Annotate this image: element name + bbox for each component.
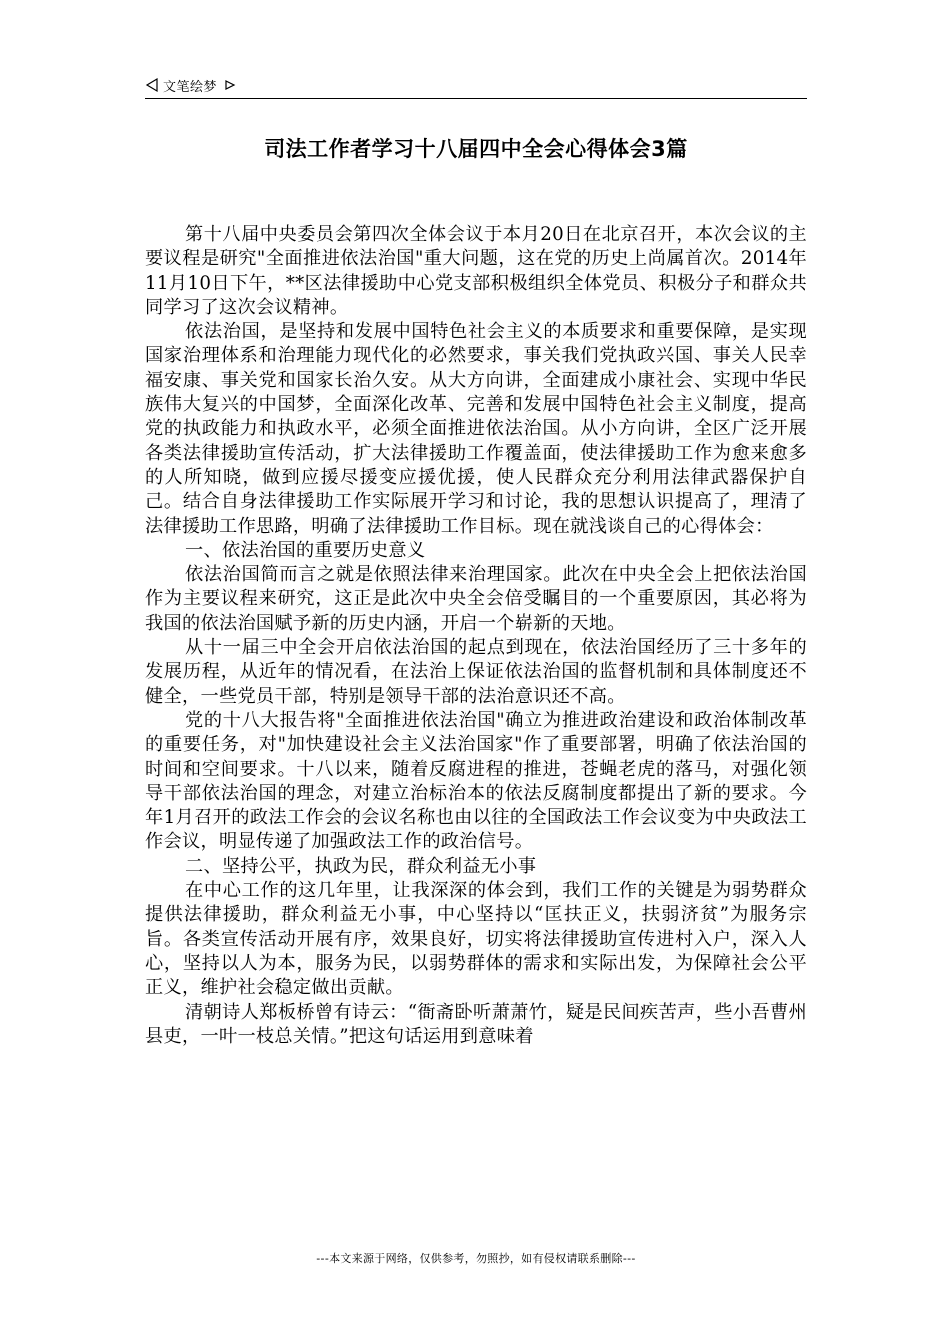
paragraph: 在中心工作的这几年里，让我深深的体会到，我们工作的关键是为弱势群众提供法律援助，群众利益无小事，中心坚持以“匡扶正义，扶弱济贫”为服务宗旨。各类宣传活动开展有序，效果良好，切实将法律援助宣传进村入户，深入人心，坚持以人为本，服务为民，以弱势群体的需求和实际出发，为保障社会公平正义，维护社会稳定做出贡献。 xyxy=(145,880,807,999)
document-title: 司法工作者学习十八届四中全会心得体会3篇 xyxy=(264,137,688,161)
triangle-right-icon xyxy=(223,77,237,93)
paragraph: 第十八届中央委员会第四次全体会议于本月20日在北京召开，本次会议的主要议程是研究"全面推进依法治国"重大问题，这在党的历史上尚属首次。2014年11月10日下午，**区法律援助中心党支部积极组织全体党员、积极分子和群众共同学习了这次会议精神。 xyxy=(145,224,807,318)
section-heading: 二、坚持公平，执政为民，群众利益无小事 xyxy=(185,855,537,877)
section-heading: 一、依法治国的重要历史意义 xyxy=(185,539,426,561)
paragraph: 从十一届三中全会开启依法治国的起点到现在，依法治国经历了三十多年的发展历程，从近年的情况看，在法治上保证依法治国的监督机制和具体制度还不健全，一些党员干部，特别是领导干部的法治意识还不高。 xyxy=(145,637,807,707)
document-body xyxy=(145,223,807,1049)
page-header xyxy=(145,74,807,96)
triangle-left-icon xyxy=(145,77,159,93)
header-divider xyxy=(145,98,807,99)
paragraph: 党的十八大报告将"全面推进依法治国"确立为推进政治建设和政治体制改革的重要任务，对"加快建设社会主义法治国家"作了重要部署，明确了依法治国的时间和空间要求。十八以来，随着反腐进程的推进，苍蝇老虎的落马，对强化领导干部依法治国的理念，对建立治标治本的依法反腐制度都提出了新的要求。今年1月召开的政法工作会的会议名称也由以往的全国政法工作会议变为中央政法工作会议，明显传递了加强政法工作的政治信号。 xyxy=(145,709,807,853)
paragraph: 依法治国，是坚持和发展中国特色社会主义的本质要求和重要保障，是实现国家治理体系和治理能力现代化的必然要求，事关我们党执政兴国、事关人民幸福安康、事关党和国家长治久安。从大方向讲，全面建成小康社会、实现中华民族伟大复兴的中国梦，全面深化改革、完善和发展中国特色社会主义制度，提高党的执政能力和执政水平，必须全面推进依法治国。从小方向讲，全区广泛开展各类法律援助宣传活动，扩大法律援助工作覆盖面，使法律援助工作为愈来愈多的人所知晓，做到应援尽援变应援优援，使人民群众充分利用法律武器保护自己。结合自身法律援助工作实际展开学习和讨论，我的思想认识提高了，理清了法律援助工作思路，明确了法律援助工作目标。现在就浅谈自己的心得体会： xyxy=(145,321,807,537)
paragraph: 清朝诗人郑板桥曾有诗云：“衙斋卧听萧萧竹，疑是民间疾苦声，些小吾曹州县吏，一叶一枝总关情。”把这句话运用到意味着 xyxy=(145,1001,807,1047)
page-footer-disclaimer: ---本文来源于网络，仅供参考，勿照抄，如有侵权请联系删除--- xyxy=(316,1252,636,1265)
header-brand: 文笔绘梦 xyxy=(163,79,218,95)
paragraph: 依法治国简而言之就是依照法律来治理国家。此次在中央全会上把依法治国作为主要议程来研究，这正是此次中央全会倍受瞩目的一个重要原因，其必将为我国的依法治国赋予新的历史内涵，开启一个崭新的天地。 xyxy=(145,564,807,634)
